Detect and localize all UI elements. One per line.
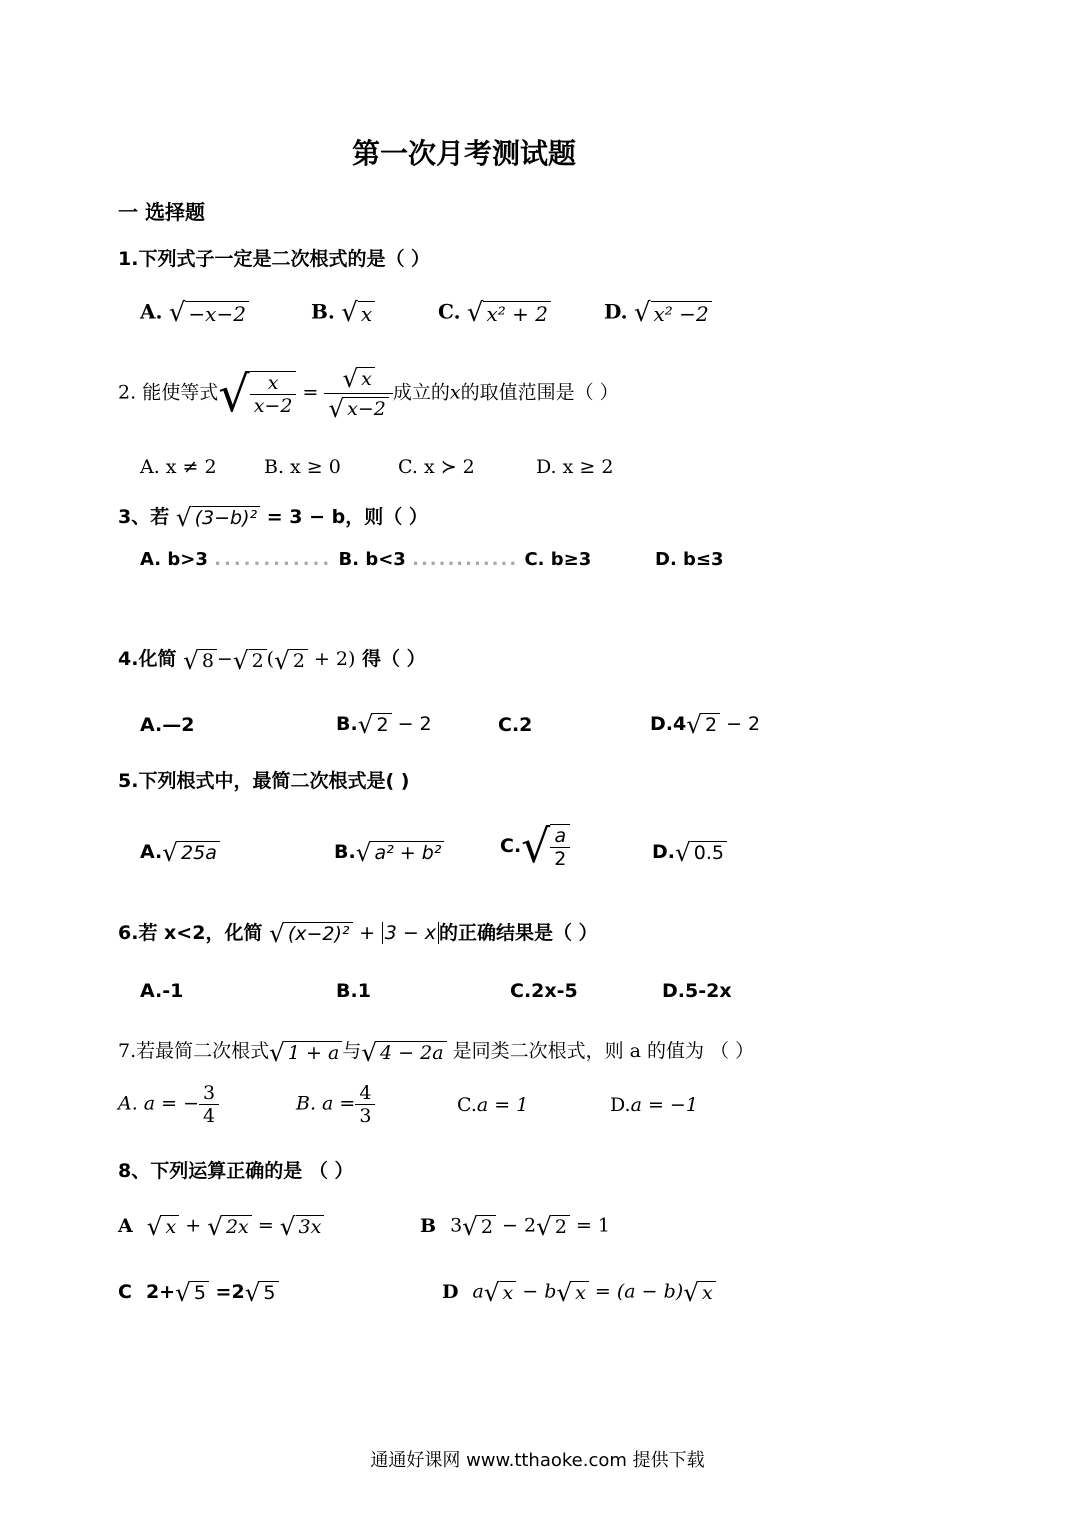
fraction	[355, 1082, 375, 1127]
stem-text: 的正确结果是（ ）	[439, 922, 598, 944]
fraction	[324, 364, 392, 423]
option-label: B	[420, 1214, 437, 1237]
radical: √ 4 − 2a	[361, 1038, 446, 1067]
page-footer: 通通好课网 www.tthaoke.com 提供下载	[370, 1450, 705, 1471]
radicand: (3−b)²	[192, 506, 261, 529]
stem-text: 7.若最简二次根式	[118, 1040, 270, 1062]
question-2-option-b: B. x ≥ 0	[264, 456, 341, 478]
question-2-stem	[118, 364, 619, 423]
denominator	[324, 394, 392, 423]
numerator: x	[250, 372, 297, 395]
expression	[183, 645, 356, 675]
denominator: 2	[554, 847, 567, 870]
option-label: A.	[140, 299, 163, 324]
numerator	[324, 364, 392, 394]
question-2-option-d: D. x ≥ 2	[536, 456, 614, 478]
option-label: C	[118, 1281, 132, 1303]
radical: √ 1 + a	[269, 1038, 342, 1067]
minus: −	[216, 648, 233, 670]
radical: √ x² −2	[634, 298, 712, 328]
plus-sign: +	[185, 1214, 202, 1237]
option-label: B.	[336, 713, 358, 735]
equals-sign: =	[257, 1214, 274, 1237]
option-c: C. b≥3	[524, 549, 592, 570]
question-4-option-d	[650, 710, 760, 739]
denominator: 3	[359, 1105, 372, 1127]
question-1-option-d	[604, 298, 712, 328]
option-expression: A. a = −	[118, 1092, 200, 1115]
stem-text: 得（ ）	[362, 648, 426, 670]
radicand: 2	[290, 649, 308, 672]
question-3-options	[140, 549, 591, 570]
stem-text: 能使等式	[142, 381, 219, 404]
question-4-option-c: C.2	[498, 714, 533, 736]
question-7-option-a	[118, 1082, 219, 1127]
leader-dots: ............	[412, 549, 519, 570]
radical: √ x	[484, 1278, 516, 1307]
question-7-option-b	[296, 1082, 375, 1127]
denominator: x−2	[253, 394, 293, 417]
radical: √ 3x	[280, 1212, 325, 1241]
radical: √ 2	[233, 646, 267, 675]
radicand: (x−2)²	[285, 922, 353, 945]
question-2-option-c: C. x ≻ 2	[398, 456, 475, 478]
plus-sign: +	[359, 922, 376, 944]
fraction	[199, 1082, 219, 1127]
radicand: 4 − 2a	[377, 1041, 447, 1064]
question-4-stem	[118, 644, 426, 675]
option-label: C.	[500, 835, 522, 857]
radical: √ 8	[183, 646, 217, 675]
question-1-stem: 1.下列式子一定是二次根式的是（ ）	[118, 248, 431, 270]
question-4-option-a: A.—2	[140, 714, 195, 736]
radical: √ x	[683, 1278, 715, 1307]
radical: √ x	[147, 1212, 179, 1241]
option-expression: a = 1	[476, 1094, 529, 1116]
radical: √ 2	[536, 1212, 570, 1241]
radicand: x	[699, 1281, 716, 1304]
radical: √ $\frac{x}{x-2}$	[218, 365, 296, 423]
numerator: a	[550, 825, 570, 848]
radical: √ x	[556, 1278, 588, 1307]
question-6-option-a: A.-1	[140, 980, 184, 1002]
fraction	[250, 371, 297, 417]
radicand: 2	[552, 1215, 570, 1238]
option-label: D.4	[650, 713, 687, 735]
option-label: C.	[438, 299, 461, 324]
radicand: 2	[478, 1215, 496, 1238]
radicand: 25a	[178, 841, 220, 864]
option-tail: − 2	[391, 713, 432, 735]
question-7-option-d	[610, 1094, 698, 1116]
radical: √ 2x	[207, 1212, 252, 1241]
radicand: 2	[373, 713, 391, 736]
question-number: 2.	[118, 381, 137, 404]
question-6-option-b: B.1	[336, 980, 371, 1002]
option-label: A	[118, 1214, 133, 1237]
radical: √ 0.5	[675, 838, 727, 867]
section-heading: 一 选择题	[118, 200, 205, 224]
radicand: 3x	[296, 1215, 325, 1238]
radical: √ 25a	[162, 838, 220, 867]
coefficient: a	[472, 1280, 484, 1303]
radicand: 2x	[223, 1215, 252, 1238]
radical: √ 5	[175, 1278, 209, 1307]
radicand: 2	[249, 649, 267, 672]
radical: √ (x−2)²	[269, 919, 352, 948]
radicand: 2	[702, 713, 720, 736]
option-expression: =2	[208, 1281, 245, 1303]
radical: √ x	[342, 364, 374, 393]
absolute-value: 3 − x	[382, 922, 439, 944]
question-7-option-c	[457, 1094, 528, 1116]
option-label: D.	[652, 841, 675, 863]
question-3-stem	[118, 502, 428, 532]
denominator: 4	[203, 1105, 216, 1127]
equals-term: = (a − b)	[588, 1280, 684, 1303]
fraction	[550, 824, 570, 870]
numerator: 4	[355, 1082, 375, 1105]
coefficient: 3	[450, 1214, 463, 1237]
leader-dots: ............	[214, 549, 333, 570]
option-label: D	[442, 1280, 459, 1303]
radical: √ $\frac{a}{2}$	[521, 820, 570, 873]
radicand: −x−2	[185, 301, 249, 326]
radicand: x	[162, 1215, 179, 1238]
question-8-option-c	[118, 1278, 279, 1307]
option-expression: B. a =	[296, 1092, 356, 1115]
radicand: x² −2	[651, 301, 712, 326]
radicand: 0.5	[691, 841, 727, 864]
option-tail: − 2	[720, 713, 761, 735]
stem-text: 是同类二次根式，则 a 的值为 （ ）	[452, 1040, 755, 1062]
radical: √ 5	[245, 1278, 279, 1307]
question-5-option-b	[334, 838, 444, 867]
paren: (	[266, 648, 275, 670]
stem-text: 成立的	[392, 381, 450, 404]
option-b: B. b<3	[338, 549, 406, 570]
question-6-option-d: D.5-2x	[662, 980, 732, 1002]
option-a: A. b>3	[140, 549, 208, 570]
option-expression: a = −1	[630, 1094, 698, 1116]
radicand: x² + 2	[483, 301, 551, 326]
radical: √ a² + b²	[356, 838, 445, 867]
equals-term: = 1	[569, 1214, 610, 1237]
option-label: B.	[334, 841, 356, 863]
radicand: a² + b²	[371, 841, 444, 864]
radical: √ 2	[462, 1212, 496, 1241]
radicand: x	[358, 367, 375, 390]
question-8-option-a	[118, 1212, 324, 1241]
stem-text: 6.若 x<2，化简	[118, 922, 263, 944]
radicand: 8	[199, 649, 217, 672]
option-label: B.	[311, 299, 335, 324]
variable: x	[449, 381, 461, 404]
question-5-option-d	[652, 838, 727, 867]
radicand: 5	[191, 1281, 209, 1304]
question-4-option-b	[336, 710, 432, 739]
radical: √ −x−2	[169, 298, 249, 328]
radicand: x−2	[344, 397, 389, 420]
question-7-stem	[118, 1036, 754, 1067]
radical: √ 2	[686, 710, 720, 739]
option-label: C.	[457, 1094, 477, 1116]
question-2-option-a: A. x ≠ 2	[140, 456, 217, 478]
option-label: D.	[604, 299, 628, 324]
radicand: x	[572, 1281, 589, 1304]
minus-term: − b	[516, 1280, 557, 1303]
radical: √ x−2	[328, 394, 388, 423]
question-8-option-b	[420, 1212, 610, 1241]
question-5-option-c	[500, 820, 570, 873]
radicand: x	[500, 1281, 517, 1304]
question-8-stem: 8、下列运算正确的是 （ ）	[118, 1160, 354, 1182]
stem-text: 4.化简	[118, 648, 177, 670]
option-label: A.	[140, 841, 163, 863]
question-1-option-a	[140, 298, 249, 328]
expression-tail: + 2)	[307, 648, 356, 670]
equals-sign: =	[302, 381, 319, 404]
radical: √ 2	[358, 710, 392, 739]
radical: √ x	[341, 298, 375, 328]
numerator: 3	[199, 1082, 219, 1105]
option-expression: 2+	[145, 1281, 176, 1303]
question-6-option-c: C.2x-5	[510, 980, 578, 1002]
minus-term: − 2	[495, 1214, 537, 1237]
question-3-option-d: D. b≤3	[655, 549, 724, 570]
question-8-option-d	[442, 1278, 716, 1307]
question-5-option-a	[140, 838, 220, 867]
option-label: D.	[610, 1094, 631, 1116]
stem-text: 与	[342, 1040, 362, 1062]
radicand: x	[358, 301, 375, 326]
stem-text: 3、若	[118, 506, 170, 528]
stem-text: 的取值范围是（ ）	[460, 381, 619, 404]
question-5-stem: 5.下列根式中，最简二次根式是( )	[118, 770, 410, 792]
radical: √ (3−b)²	[176, 503, 260, 532]
radicand: 1 + a	[285, 1041, 342, 1064]
question-6-stem	[118, 918, 598, 948]
stem-text: = 3 − b，则（ ）	[266, 506, 428, 528]
question-1-option-c	[438, 298, 551, 328]
page-title: 第一次月考测试题	[352, 137, 577, 170]
radical: √ x² + 2	[467, 298, 551, 328]
radicand: 5	[260, 1281, 278, 1304]
radical: √ 2	[274, 646, 308, 675]
question-1-option-b	[311, 298, 375, 328]
